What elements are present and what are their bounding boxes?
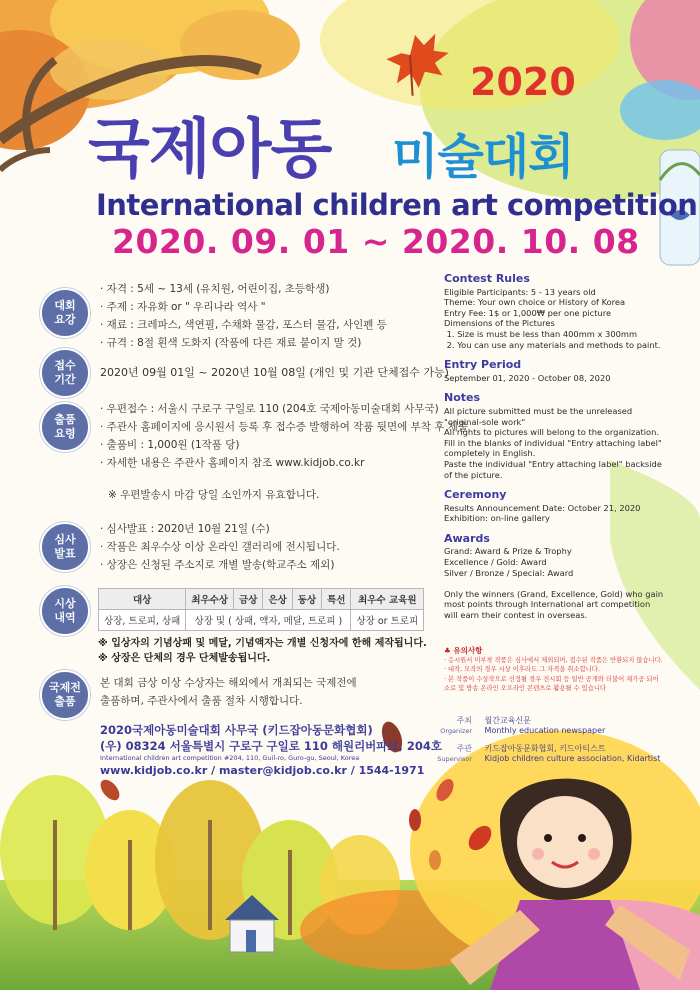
awards-text-en: Grand: Award & Prize & Trophy Excellence / Gold: Award Silver / Bronze / Special: Award Only the winners (Grand, Excellence, Gold) who gain most points through International art competition will earn their contest in overseas. bbox=[444, 546, 664, 621]
list-item: · 자격 : 5세 ~ 13세 (유치원, 어린이집, 초등학생) bbox=[100, 283, 330, 295]
list-item: · 주제 : 자유화 or " 우리나라 역사 " bbox=[100, 301, 266, 313]
table-cell: 상장 및 ( 상패, 액자, 메달, 트로피 ) bbox=[186, 610, 351, 631]
section-badge-submission: 출품 요령 bbox=[40, 402, 90, 452]
table-header-cell: 대상 bbox=[99, 589, 186, 610]
table-header-cell: 특선 bbox=[322, 589, 351, 610]
office-contact-block bbox=[100, 722, 442, 779]
notes-heading: Notes bbox=[444, 391, 481, 405]
list-item: · 대작, 모작의 경우 시상 이후라도 그 자격을 취소합니다. bbox=[444, 666, 600, 673]
caution-block bbox=[444, 646, 682, 694]
international-text: 본 대회 금상 이상 수상자는 해외에서 개최되는 국제전에 출품하며, 주관사에서 출품 절차 시행합니다. bbox=[100, 677, 357, 707]
awards-table bbox=[98, 588, 424, 631]
notes-text: All picture submitted must be the unreleased "original-sole work" All rights to pictures will belong to the organization. Fill in the blanks of individual "Entry attaching label" completely in English. Paste the individual "Entry attaching label" backside of the picture. bbox=[444, 405, 662, 480]
caution-title: ♣ 유의사항 bbox=[444, 646, 483, 655]
organizer-row: 주최 Organizer 월간교육신문 Monthly education newspaper bbox=[440, 716, 606, 735]
office-address-korean: (우) 08324 서울특별시 구로구 구일로 110 해원리버파크, 204호 bbox=[100, 739, 442, 753]
submission-list bbox=[100, 400, 468, 504]
table-header-cell: 금상 bbox=[234, 589, 263, 610]
period-text: 2020년 09월 01일 ~ 2020년 10월 08일 (개인 및 기관 단체접수 가능) bbox=[100, 366, 449, 379]
year-heading: 2020 bbox=[470, 60, 576, 104]
table-cell: 상장 or 트로피 bbox=[351, 610, 424, 631]
list-item: · 심사발표 : 2020년 10월 21일 (수) bbox=[100, 523, 270, 535]
list-item: · 출품비 : 1,000원 (1작품 당) bbox=[100, 439, 240, 451]
awards-notes: ※ 입상자의 기념상패 및 메달, 기념액자는 개별 신청자에 한해 제작됩니다. ※ 상장은 단체의 경우 단체발송됩니다. bbox=[98, 638, 427, 664]
awards-heading: Awards bbox=[444, 531, 490, 545]
table-header-cell: 최우수 교육원 bbox=[351, 589, 424, 610]
section-badge-guidelines: 대회 요강 bbox=[40, 288, 90, 338]
submission-note: ※ 우편발송시 마감 당일 소인까지 유효합니다. bbox=[108, 489, 320, 501]
section-badge-international: 국제전 출품 bbox=[40, 670, 90, 720]
list-item: · 작품은 최우수상 이상 온라인 갤러리에 전시됩니다. bbox=[100, 541, 340, 553]
table-header-row bbox=[99, 589, 424, 610]
table-cell: 상장, 트로피, 상패 bbox=[99, 610, 186, 631]
period-heading: Entry Period bbox=[444, 358, 522, 372]
list-item: · 우편접수 : 서울시 구로구 구일로 110 (204호 국제아동미술대회 사무국) bbox=[100, 403, 439, 415]
judging-list bbox=[100, 520, 430, 574]
list-item: · 주관사 홈페이지에 응시원서 등록 후 접수증 발행하여 작품 뒷면에 부착 후 제출 bbox=[100, 421, 468, 433]
rules-text: Eligible Participants: 5 - 13 years old Theme: Your own choice or History of Korea Entry Fee: 1$ or 1,000₩ per one picture Dimensions of the Pictures 1. Size is must be less than 400mm x 300mm 2. You can use any materials and methods to paint. bbox=[444, 286, 661, 350]
list-item: · 규격 : 8절 흰색 도화지 (작품에 다른 재료 붙이지 말 것) bbox=[100, 337, 362, 349]
list-item: · 본 작품이 수상작으로 선정될 경우 전시회 등 일반 공개와 더불어 재가공 되어 bbox=[444, 675, 659, 683]
office-address-english: International children art competition #204, 110, Guil-ro, Guro-gu, Seoul, Korea bbox=[100, 754, 360, 762]
list-item: · 상장은 신청된 주소지로 개별 발송(학교주소 제외) bbox=[100, 559, 335, 571]
section-badge-awards: 시상 내역 bbox=[40, 586, 90, 636]
ceremony-text: Results Announcement Date: October 21, 2020 Exhibition: on-line gallery bbox=[444, 502, 641, 524]
office-name: 2020국제아동미술대회 사무국 (키드잡아동문화협회) bbox=[100, 723, 373, 737]
rules-heading: Contest Rules bbox=[444, 272, 530, 285]
list-item: · 자세한 내용은 주관사 홈페이지 참조 www.kidjob.co.kr bbox=[100, 457, 365, 469]
title-korean: 국제아동 bbox=[88, 113, 332, 187]
supervisor-row: 주관 Supervisor 키드잡아동문화협회, 키드아티스트 Kidjob children culture association, Kidartist bbox=[437, 744, 661, 763]
title-subtitle: 미술대회 bbox=[392, 129, 574, 185]
guidelines-list bbox=[100, 280, 430, 352]
table-header-cell: 은상 bbox=[263, 589, 292, 610]
period-text-en: September 01, 2020 - October 08, 2020 bbox=[444, 372, 611, 383]
ceremony-heading: Ceremony bbox=[444, 488, 507, 502]
section-badge-judging: 심사 발표 bbox=[40, 522, 90, 572]
table-header-cell: 최우수상 bbox=[186, 589, 234, 610]
list-item: · 재료 : 크레파스, 색연필, 수채화 물감, 포스터 물감, 사인펜 등 bbox=[100, 319, 387, 331]
office-contact-line[interactable]: www.kidjob.co.kr / master@kidjob.co.kr / 1544-1971 bbox=[100, 764, 425, 777]
section-badge-period: 접수 기간 bbox=[40, 348, 90, 398]
table-header-cell: 동상 bbox=[292, 589, 321, 610]
competition-dates: 2020. 09. 01 ~ 2020. 10. 08 bbox=[112, 222, 640, 261]
english-info-column bbox=[444, 274, 666, 621]
table-row bbox=[99, 610, 424, 631]
title-english: International children art competition bbox=[96, 188, 698, 222]
list-item: · 응시원서 미부착 작품은 심사에서 제외되며, 접수된 작품은 반환되지 않습니다. bbox=[444, 656, 663, 664]
list-item: 소로 및 방송 온라인 오프라인 콘텐츠로 활용될 수 있습니다 bbox=[444, 685, 606, 692]
